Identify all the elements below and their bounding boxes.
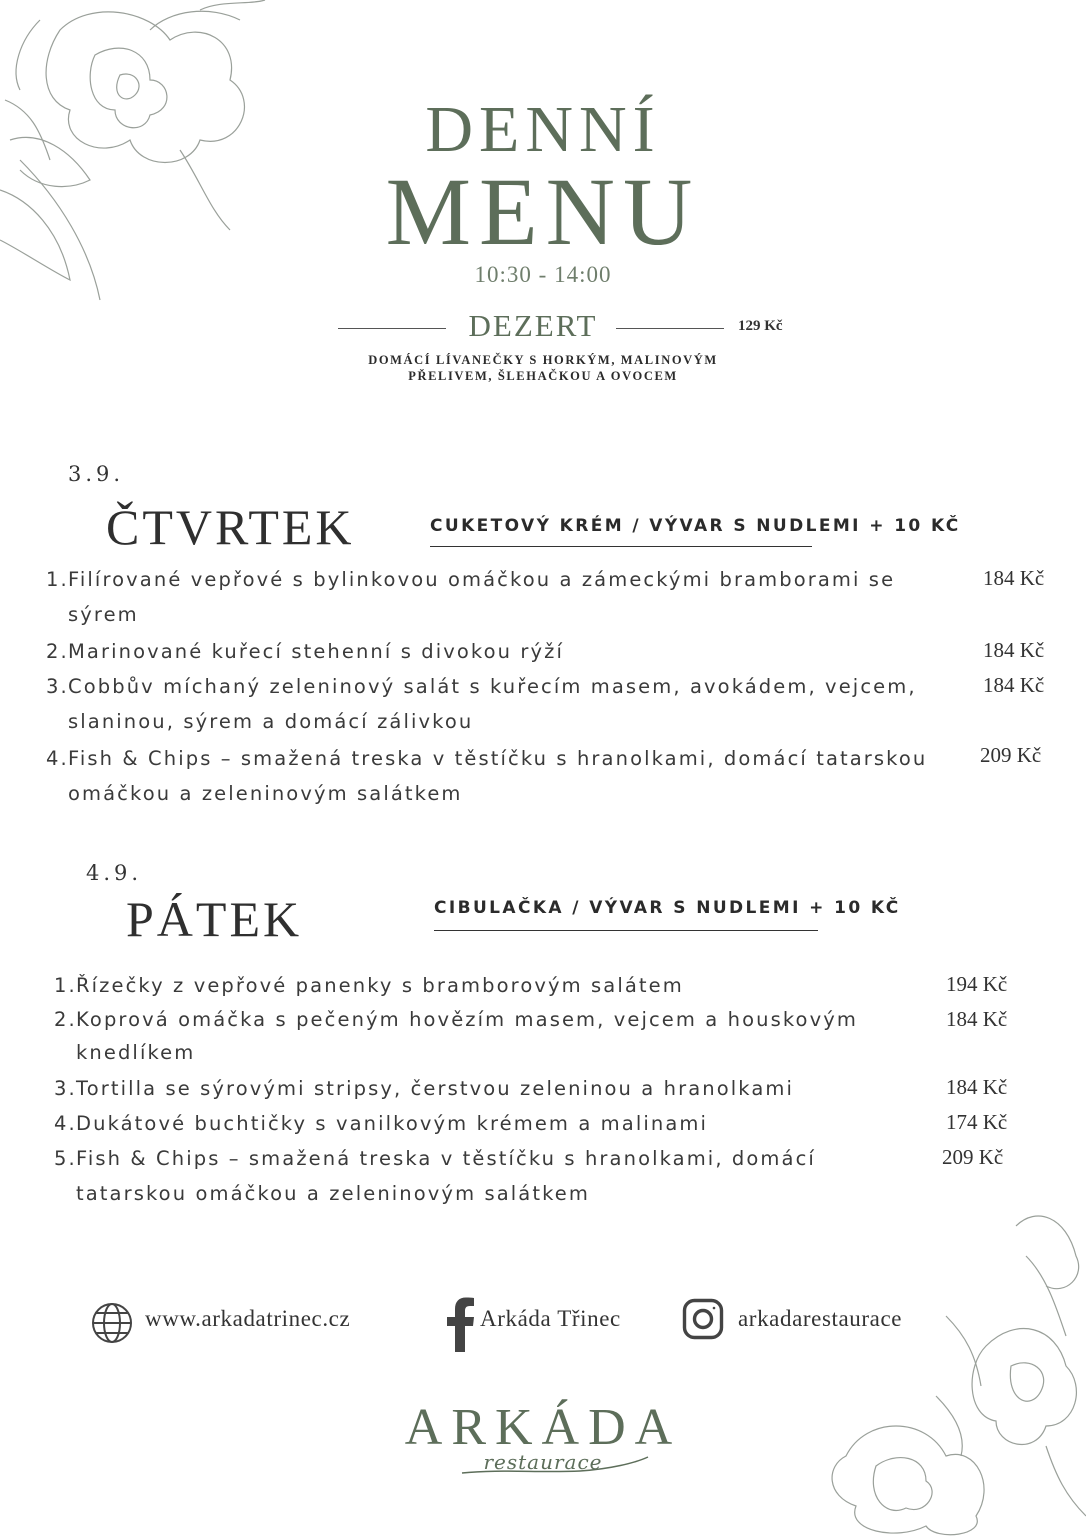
instagram-icon: [682, 1298, 724, 1340]
dessert-price: 129 Kč: [738, 318, 783, 334]
item-price: 194 Kč: [946, 972, 1008, 996]
soup-of-day: CIBULAČKA / VÝVAR S NUDLEMI + 10 KČ: [434, 898, 901, 918]
item-number: 2.: [46, 640, 69, 663]
dessert-title: DEZERT: [468, 308, 598, 343]
item-number: 2.: [54, 1008, 77, 1031]
item-text-line2: slaninou, sýrem a domácí zálivkou: [68, 710, 474, 733]
brand-subtitle: restaurace: [483, 1450, 603, 1474]
item-number: 4.: [54, 1112, 77, 1135]
menu-item: [46, 634, 958, 669]
item-text-line2: omáčkou a zeleninovým salátkem: [68, 782, 463, 805]
item-text-line1: Řízečky z vepřové panenky s bramborovým salátem: [76, 974, 684, 997]
item-price: 174 Kč: [946, 1110, 1008, 1134]
item-number: 1.: [46, 568, 69, 591]
menu-item: [46, 669, 958, 739]
item-text-line1: Koprová omáčka s pečeným hovězím masem, vejcem a houskovým: [76, 1008, 858, 1031]
website-link[interactable]: www.arkadatrinec.cz: [145, 1306, 351, 1331]
item-text-line1: Fish & Chips – smažená treska v těstíčku s hranolkami, domácí tatarskou: [68, 747, 928, 770]
menu-item: [54, 968, 896, 1003]
divider-right: [616, 328, 724, 329]
instagram-link[interactable]: arkadarestaurace: [738, 1306, 903, 1331]
item-text-line1: Fish & Chips – smažená treska v těstíčku s hranolkami, domácí: [76, 1147, 816, 1170]
item-number: 1.: [54, 974, 77, 997]
item-price: 184 Kč: [946, 1007, 1008, 1031]
item-text-line1: Tortilla se sýrovými stripsy, čerstvou zeleninou a hranolkami: [76, 1077, 795, 1100]
day-date: 3.9.: [68, 462, 125, 486]
menu-item: [54, 1071, 896, 1106]
day-name: ČTVRTEK: [106, 499, 355, 555]
brand-logo: ARKÁDA: [404, 1399, 682, 1456]
menu-item: [46, 741, 968, 811]
item-price: 209 Kč: [942, 1145, 1004, 1169]
day-name: PÁTEK: [126, 891, 303, 947]
item-text-line1: Dukátové buchtičky s vanilkovým krémem a malinami: [76, 1112, 708, 1135]
floral-decoration-icon: [786, 1196, 1086, 1536]
title-line1: DENNÍ: [425, 93, 661, 166]
page-title: MENU: [385, 158, 701, 265]
facebook-icon: [446, 1296, 476, 1352]
menu-item: [54, 1141, 896, 1211]
soup-underline: [434, 930, 818, 931]
facebook-link[interactable]: Arkáda Třinec: [480, 1306, 621, 1331]
soup-underline: [430, 546, 812, 547]
item-text-line2: tatarskou omáčkou a zeleninovým salátkem: [76, 1182, 590, 1205]
item-price: 209 Kč: [980, 743, 1042, 767]
menu-item: [46, 562, 958, 632]
item-price: 184 Kč: [983, 673, 1045, 697]
dessert-desc-line2: PŘELIVEM, ŠLEHAČKOU A OVOCEM: [408, 369, 678, 383]
globe-icon: [91, 1302, 133, 1344]
item-text-line2: sýrem: [68, 603, 139, 626]
dessert-description: [0, 352, 1086, 384]
divider-left: [338, 328, 446, 329]
menu-item: [54, 1106, 896, 1141]
item-number: 3.: [46, 675, 69, 698]
dessert-desc-line1: DOMÁCÍ LÍVANEČKY S HORKÝM, MALINOVÝM: [368, 353, 718, 367]
soup-of-day: CUKETOVÝ KRÉM / VÝVAR S NUDLEMI + 10 KČ: [430, 516, 961, 536]
item-text-line1: Cobbův míchaný zeleninový salát s kuřecím masem, avokádem, vejcem,: [68, 675, 917, 698]
opening-hours: 10:30 - 14:00: [474, 262, 612, 287]
item-price: 184 Kč: [983, 638, 1045, 662]
item-text-line1: Filírované vepřové s bylinkovou omáčkou a zámeckými bramborami se: [68, 568, 896, 591]
item-number: 3.: [54, 1077, 77, 1100]
menu-item: [54, 1003, 896, 1069]
item-price: 184 Kč: [983, 566, 1045, 590]
item-number: 4.: [46, 747, 69, 770]
item-text-line1: Marinované kuřecí stehenní s divokou rýží: [68, 640, 565, 663]
item-price: 184 Kč: [946, 1075, 1008, 1099]
item-number: 5.: [54, 1147, 77, 1170]
day-date: 4.9.: [86, 861, 143, 885]
item-text-line2: knedlíkem: [76, 1041, 196, 1064]
